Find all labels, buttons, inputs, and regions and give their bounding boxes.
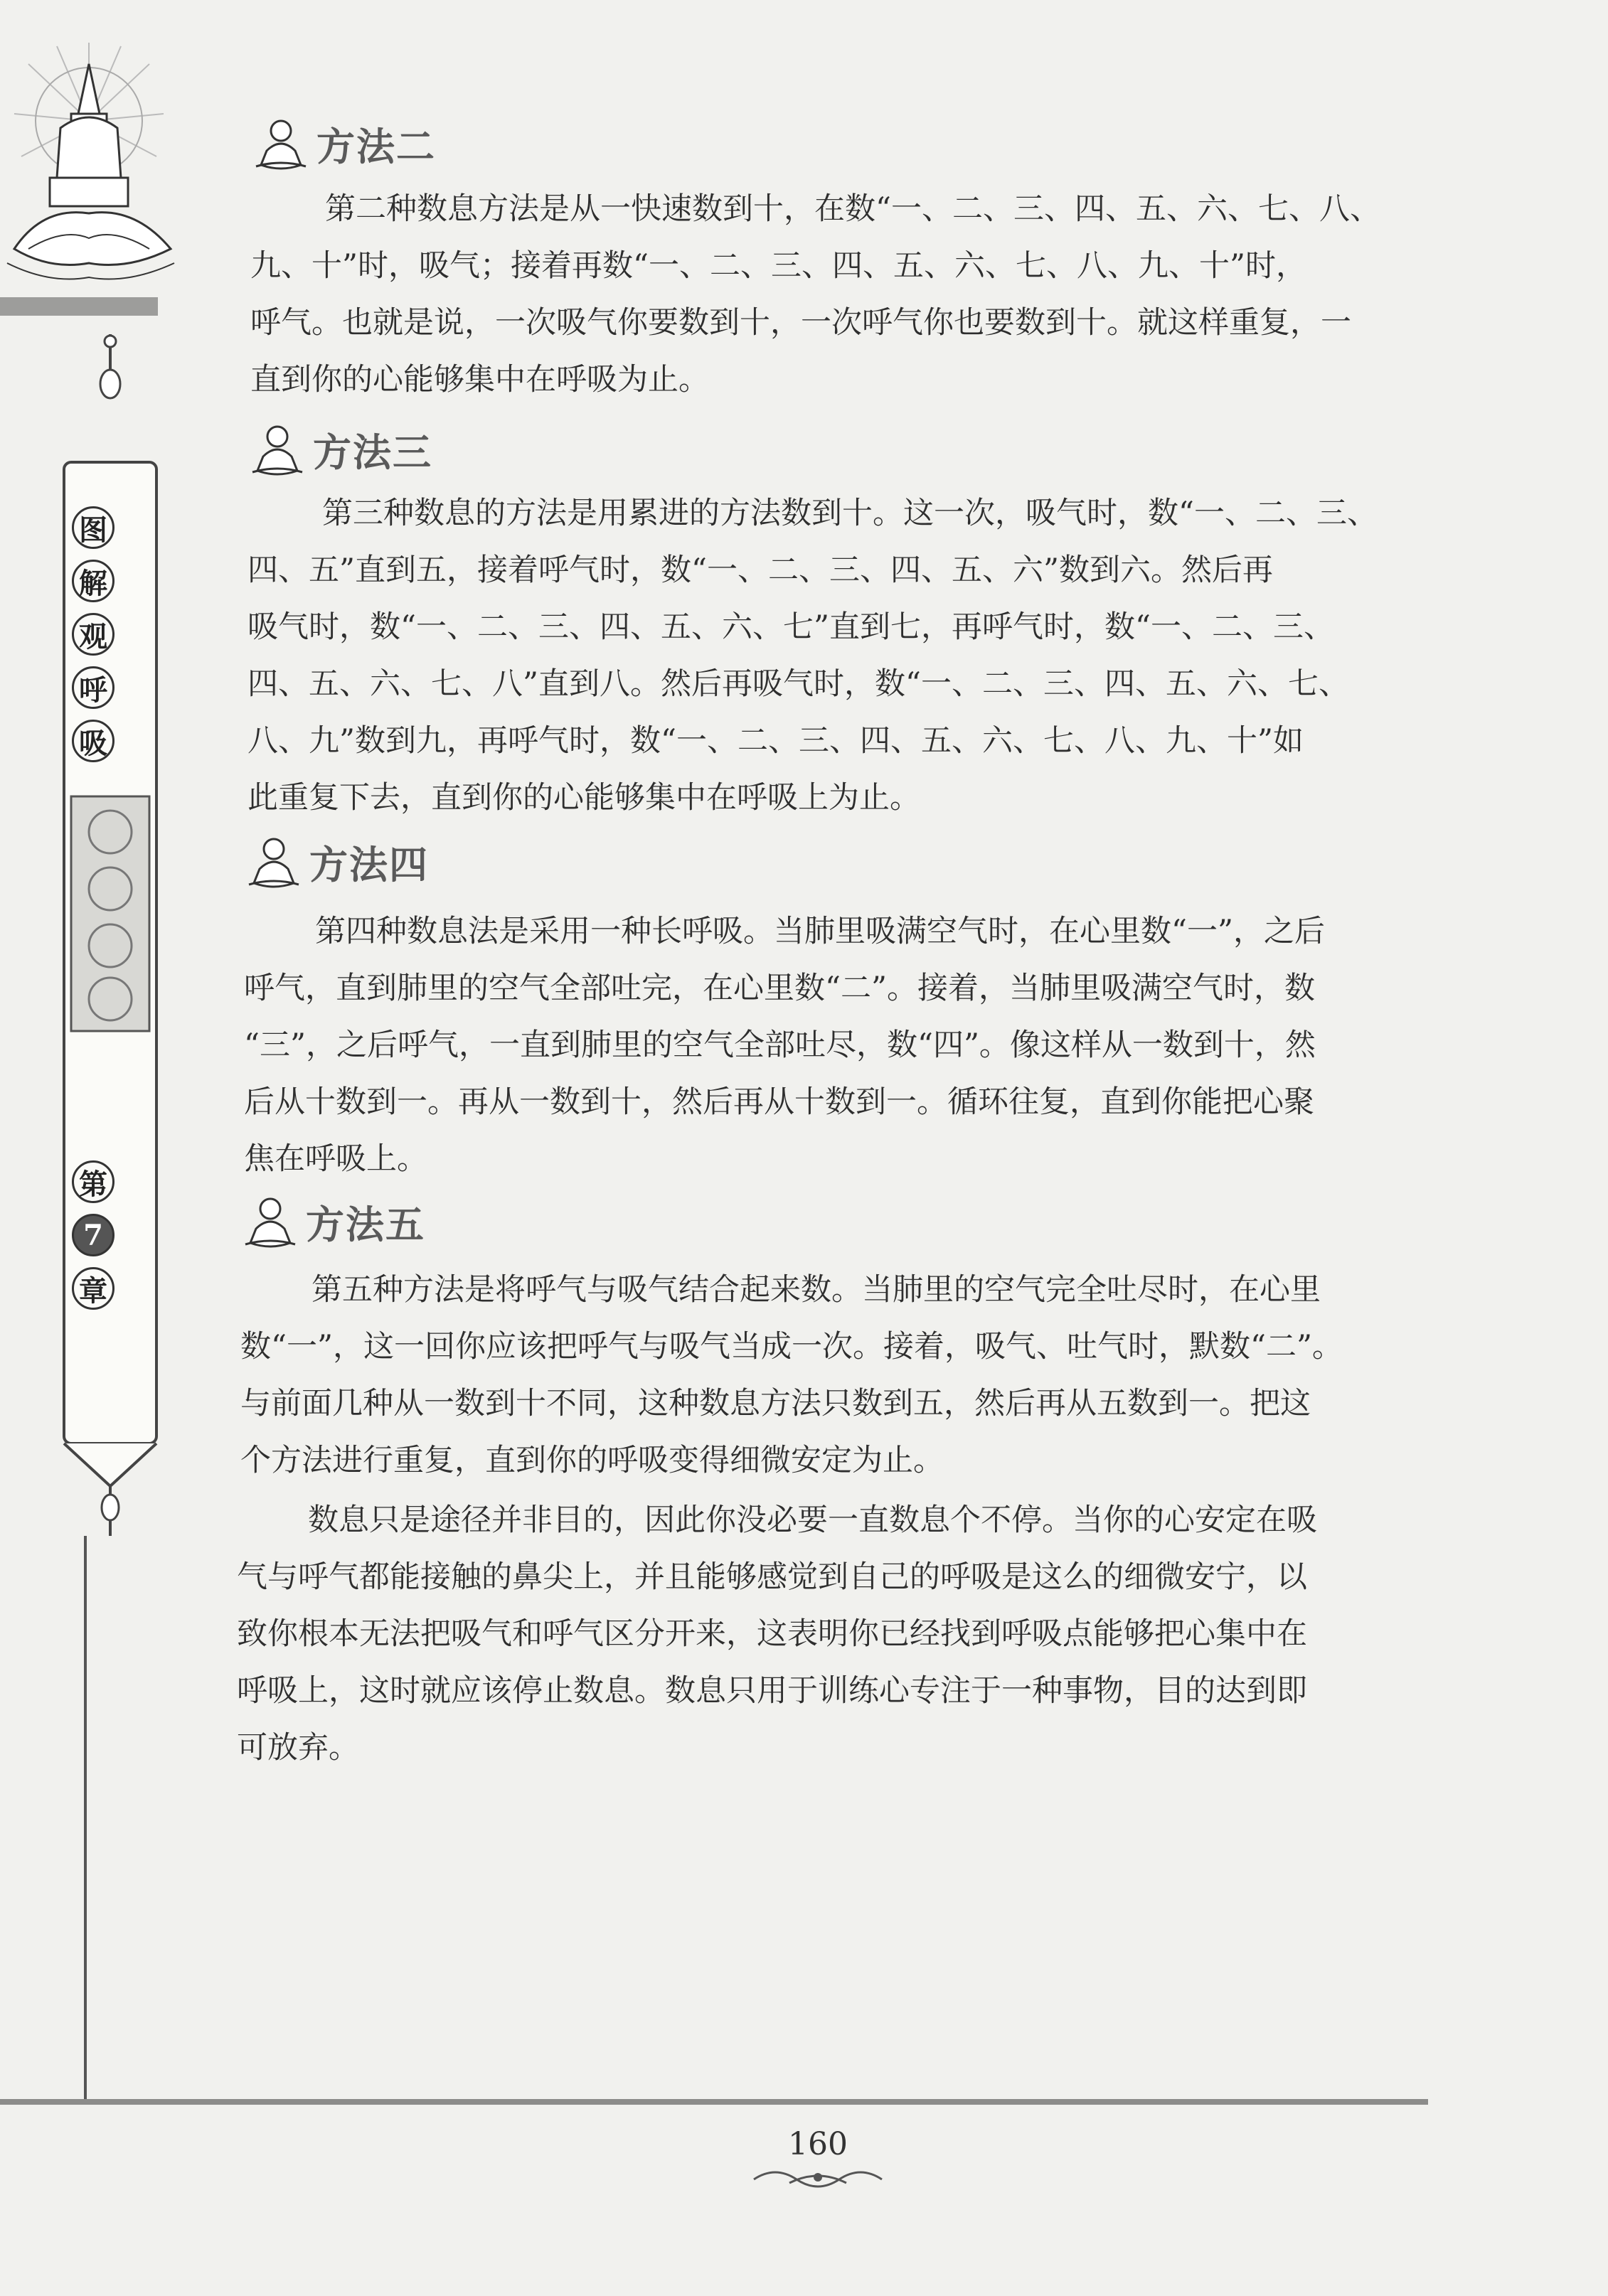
meditating-figure-icon	[245, 833, 302, 890]
text-line: 个方法进行重复，直到你的呼吸变得细微安定为止。	[240, 1443, 944, 1478]
text-line: 第四种数息法是采用一种长呼吸。当肺里吸满空气时，在心里数“一”，之后	[315, 914, 1325, 949]
text-line: 致你根本无法把吸气和呼气区分开来，这表明你已经找到呼吸点能够把心集中在	[237, 1616, 1307, 1652]
margin-rule	[84, 1536, 87, 2101]
chapter-char: 章	[72, 1267, 115, 1310]
chapter-number: 7	[72, 1214, 115, 1256]
text-line: 气与呼气都能接触的鼻尖上，并且能够感觉到自己的呼吸是这么的细微安宁，以	[237, 1559, 1307, 1595]
text-line: 九、十”时，吸气；接着再数“一、二、三、四、五、六、七、八、九、十”时，	[250, 248, 1306, 284]
text-line: 数“一”，这一回你应该把呼气与吸气当成一次。接着，吸气、吐气时，默数“二”。	[240, 1329, 1343, 1365]
text-line: 呼气，直到肺里的空气全部吐完，在心里数“二”。接着，当肺里吸满空气时，数	[244, 971, 1315, 1006]
footer-ornament	[747, 2162, 889, 2197]
text-line: 吸气时，数“一、二、三、四、五、六、七”直到七，再呼气时，数“一、二、三、	[247, 609, 1334, 645]
banner-char: 观	[72, 613, 115, 656]
section-title: 方法三	[313, 429, 432, 475]
text-line: “三”，之后呼气，一直到肺里的空气全部吐尽，数“四”。像这样从一数到十，然	[244, 1027, 1316, 1063]
banner-char: 呼	[72, 666, 115, 709]
text-line: 与前面几种从一数到十不同，这种数息方法只数到五，然后再从五数到一。把这	[240, 1386, 1311, 1421]
text-line: 第三种数息的方法是用累进的方法数到十。这一次，吸气时，数“一、二、三、	[322, 496, 1378, 531]
header-band	[0, 297, 158, 316]
section-heading	[252, 115, 436, 172]
section-heading	[242, 1193, 425, 1250]
chapter-char: 第	[72, 1160, 115, 1203]
meditating-figure-icon	[252, 115, 309, 172]
banner-char: 图	[72, 506, 115, 549]
stupa-lotus-illustration	[0, 36, 185, 292]
text-line: 四、五、六、七、八”直到八。然后再吸气时，数“一、二、三、四、五、六、七、	[247, 666, 1349, 702]
text-line: 呼气。也就是说，一次吸气你要数到十，一次呼气你也要数到十。就这样重复，一	[250, 305, 1351, 341]
footer-rule	[0, 2099, 1428, 2105]
text-line: 后从十数到一。再从一数到十，然后再从十数到一。循环往复，直到你能把心聚	[244, 1084, 1314, 1120]
text-line: 八、九”数到九，再呼气时，数“一、二、三、四、五、六、七、八、九、十”如	[247, 723, 1304, 759]
text-line: 数息只是途径并非目的，因此你没必要一直数息个不停。当你的心安定在吸	[308, 1502, 1317, 1538]
section-body	[240, 1261, 1449, 1489]
text-line: 焦在呼吸上。	[244, 1141, 427, 1177]
text-line: 此重复下去，直到你的心能够集中在呼吸上为止。	[247, 780, 920, 816]
text-line: 第二种数息方法是从一快速数到十，在数“一、二、三、四、五、六、七、八、	[325, 191, 1380, 227]
banner-char: 吸	[72, 720, 115, 762]
meditating-figure-icon	[242, 1193, 299, 1250]
text-line: 直到你的心能够集中在呼吸为止。	[250, 362, 709, 397]
section-title: 方法二	[316, 123, 436, 169]
section-heading	[249, 421, 432, 478]
text-line: 第五种方法是将呼气与吸气结合起来数。当肺里的空气完全吐尽时，在心里	[312, 1272, 1321, 1308]
meditating-figure-icon	[249, 421, 306, 478]
section-title: 方法五	[306, 1201, 425, 1247]
section-title: 方法四	[309, 841, 429, 887]
section-body	[250, 181, 1459, 408]
banner-char: 解	[72, 560, 115, 602]
text-line: 可放弃。	[237, 1730, 359, 1766]
text-line: 呼吸上，这时就应该停止数息。数息只用于训练心专注于一种事物，目的达到即	[237, 1673, 1307, 1709]
closing-paragraph	[237, 1492, 1446, 1776]
section-body	[247, 485, 1457, 826]
page-number: 160	[788, 2126, 848, 2162]
section-heading	[245, 833, 429, 890]
text-line: 四、五”直到五，接着呼气时，数“一、二、三、四、五、六”数到六。然后再	[247, 552, 1273, 588]
section-body	[244, 903, 1453, 1187]
